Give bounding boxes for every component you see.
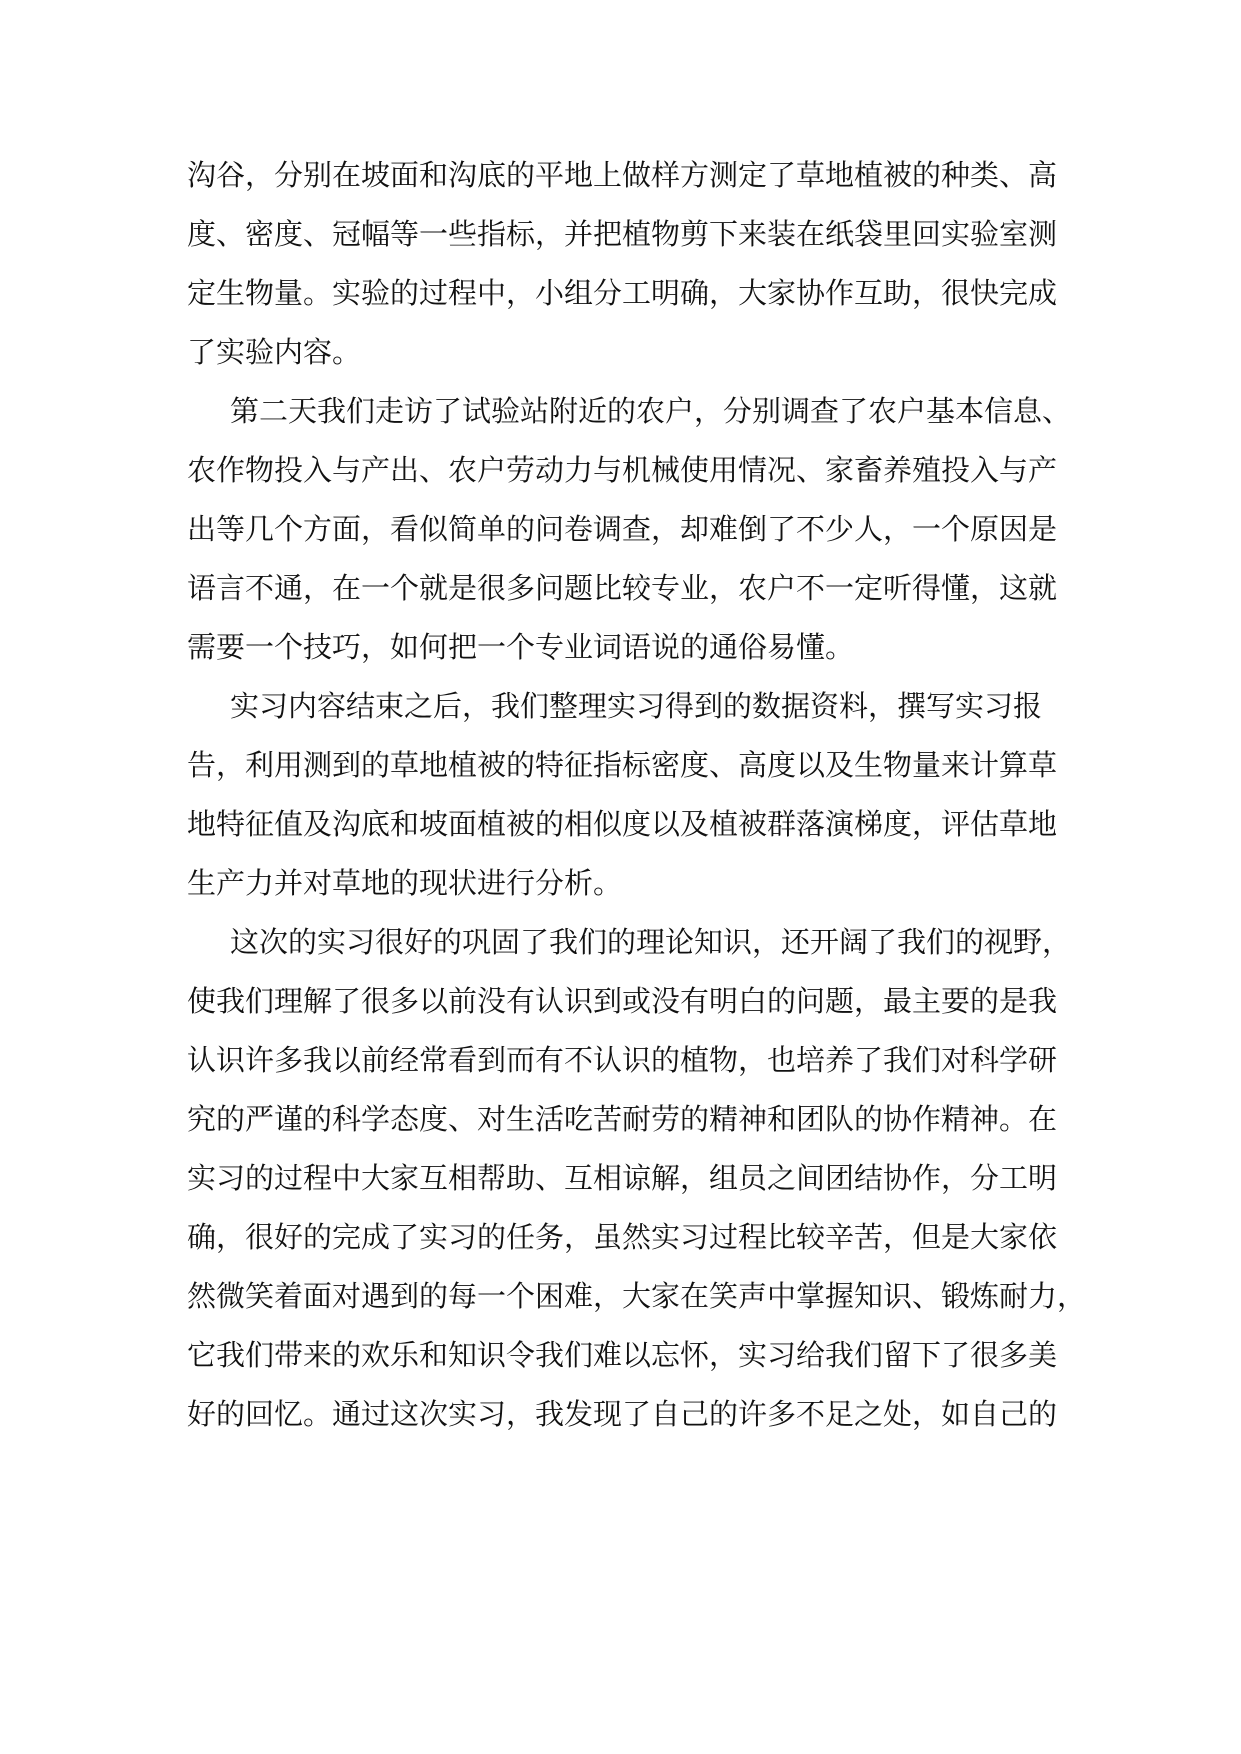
paragraph-4-line-9: 好的回忆。通过这次实习，我发现了自己的许多不足之处，如自己的 xyxy=(187,1397,1058,1431)
paragraph-2-line-3: 出等几个方面，看似简单的问卷调查，却难倒了不少人，一个原因是 xyxy=(187,512,1058,546)
paragraph-2-line-1: 第二天我们走访了试验站附近的农户，分别调查了农户基本信息、 xyxy=(230,394,1072,428)
paragraph-1-line-1: 沟谷，分别在坡面和沟底的平地上做样方测定了草地植被的种类、高 xyxy=(187,158,1058,192)
paragraph-4-line-7: 然微笑着面对遇到的每一个困难，大家在笑声中掌握知识、锻炼耐力， xyxy=(187,1279,1087,1313)
paragraph-4-line-3: 认识许多我以前经常看到而有不认识的植物，也培养了我们对科学研 xyxy=(187,1043,1058,1077)
paragraph-2-line-4: 语言不通，在一个就是很多问题比较专业，农户不一定听得懂，这就 xyxy=(187,571,1058,605)
paragraph-2-line-2: 农作物投入与产出、农户劳动力与机械使用情况、家畜养殖投入与产 xyxy=(187,453,1058,487)
paragraph-2-line-5: 需要一个技巧，如何把一个专业词语说的通俗易懂。 xyxy=(187,630,855,664)
paragraph-4-line-5: 实习的过程中大家互相帮助、互相谅解，组员之间团结协作，分工明 xyxy=(187,1161,1058,1195)
paragraph-3-line-1: 实习内容结束之后，我们整理实习得到的数据资料，撰写实习报 xyxy=(230,689,1043,723)
paragraph-1-line-2: 度、密度、冠幅等一些指标，并把植物剪下来装在纸袋里回实验室测 xyxy=(187,217,1058,251)
paragraph-3-line-2: 告，利用测到的草地植被的特征指标密度、高度以及生物量来计算草 xyxy=(187,748,1058,782)
paragraph-4-line-4: 究的严谨的科学态度、对生活吃苦耐劳的精神和团队的协作精神。在 xyxy=(187,1102,1058,1136)
paragraph-4-line-2: 使我们理解了很多以前没有认识到或没有明白的问题，最主要的是我 xyxy=(187,984,1058,1018)
paragraph-3-line-3: 地特征值及沟底和坡面植被的相似度以及植被群落演梯度，评估草地 xyxy=(187,807,1058,841)
paragraph-1-line-4: 了实验内容。 xyxy=(187,335,362,369)
paragraph-4-line-1: 这次的实习很好的巩固了我们的理论知识，还开阔了我们的视野， xyxy=(230,925,1072,959)
paragraph-3-line-4: 生产力并对草地的现状进行分析。 xyxy=(187,866,623,900)
paragraph-4-line-6: 确，很好的完成了实习的任务，虽然实习过程比较辛苦，但是大家依 xyxy=(187,1220,1058,1254)
paragraph-1-line-3: 定生物量。实验的过程中，小组分工明确，大家协作互助，很快完成 xyxy=(187,276,1058,310)
paragraph-4-line-8: 它我们带来的欢乐和知识令我们难以忘怀，实习给我们留下了很多美 xyxy=(187,1338,1058,1372)
